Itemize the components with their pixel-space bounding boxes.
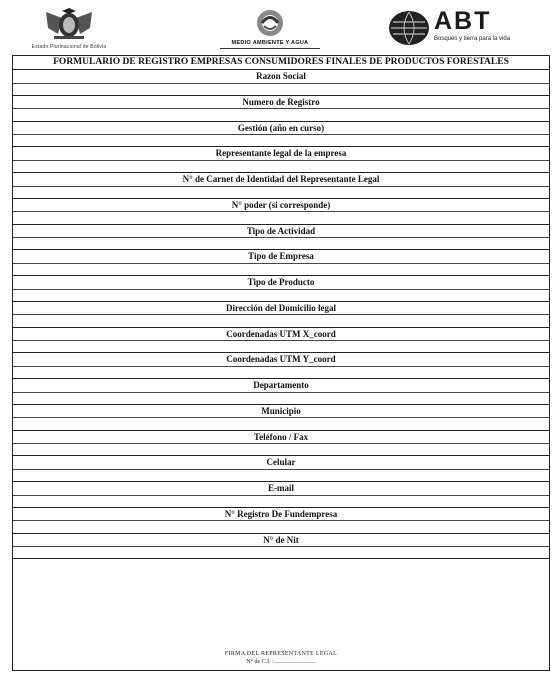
page-header: [0, 0, 560, 56]
field-label: Coordenadas UTM Y_coord: [13, 353, 549, 367]
bolivia-coat-of-arms-icon: [40, 8, 98, 42]
field-poder[interactable]: [13, 199, 549, 225]
field-blank[interactable]: [13, 135, 549, 147]
field-label: Numero de Registro: [13, 96, 549, 110]
field-email[interactable]: [13, 482, 549, 508]
ministry-emblem-icon: [255, 8, 285, 38]
signature-ci-line: N° de C.I. :............................: [246, 659, 316, 666]
field-fundempresa[interactable]: [13, 508, 549, 534]
field-representante-legal[interactable]: [13, 147, 549, 173]
field-blank[interactable]: [13, 290, 549, 302]
field-label: N° poder (si corresponde): [13, 199, 549, 213]
field-blank[interactable]: [13, 187, 549, 199]
registration-form: [12, 55, 550, 671]
form-title: FORMULARIO DE REGISTRO EMPRESAS CONSUMIDORES FINALES DE PRODUCTOS FORESTALES: [13, 56, 549, 70]
bolivia-logo: [14, 8, 124, 52]
abt-tagline: Bosques y tierra para la vida: [434, 36, 511, 42]
field-label: Tipo de Empresa: [13, 250, 549, 264]
field-blank[interactable]: [13, 547, 549, 559]
field-label: Departamento: [13, 379, 549, 393]
field-blank[interactable]: [13, 238, 549, 250]
field-blank[interactable]: [13, 418, 549, 430]
field-label: Razon Social: [13, 70, 549, 84]
field-razon-social[interactable]: [13, 70, 549, 96]
field-tipo-producto[interactable]: [13, 276, 549, 302]
field-blank[interactable]: [13, 161, 549, 173]
field-label: Teléfono / Fax: [13, 431, 549, 445]
field-blank[interactable]: [13, 393, 549, 405]
field-telefono-fax[interactable]: [13, 431, 549, 457]
field-tipo-empresa[interactable]: [13, 250, 549, 276]
field-label: Celular: [13, 456, 549, 470]
signature-label: FIRMA DEL REPRESENTANTE LEGAL: [224, 651, 338, 658]
field-blank[interactable]: [13, 212, 549, 224]
field-label: E-mail: [13, 482, 549, 496]
field-municipio[interactable]: [13, 405, 549, 431]
field-label: Gestión (año en curso): [13, 122, 549, 136]
field-celular[interactable]: [13, 456, 549, 482]
field-blank[interactable]: [13, 444, 549, 456]
field-utm-x[interactable]: [13, 328, 549, 354]
field-label: N° de Nit: [13, 534, 549, 548]
field-numero-registro[interactable]: [13, 96, 549, 122]
abt-name: ABT: [434, 7, 492, 35]
abt-logo: [388, 7, 538, 52]
field-carnet-identidad[interactable]: [13, 173, 549, 199]
field-label: Municipio: [13, 405, 549, 419]
field-gestion[interactable]: [13, 122, 549, 148]
field-nit[interactable]: [13, 534, 549, 560]
field-tipo-actividad[interactable]: [13, 225, 549, 251]
field-domicilio-legal[interactable]: [13, 302, 549, 328]
ministry-logo: [210, 8, 330, 54]
field-blank[interactable]: [13, 367, 549, 379]
field-label: Tipo de Actividad: [13, 225, 549, 239]
field-utm-y[interactable]: [13, 353, 549, 379]
signature-box[interactable]: [13, 559, 549, 700]
field-blank[interactable]: [13, 341, 549, 353]
ministry-caption: MEDIO AMBIENTE Y AGUA: [231, 40, 309, 46]
field-blank[interactable]: [13, 470, 549, 482]
field-label: N° de Carnet de Identidad del Representante Legal: [13, 173, 549, 187]
field-blank[interactable]: [13, 109, 549, 121]
field-blank[interactable]: [13, 264, 549, 276]
bolivia-caption: Estado Plurinacional de Bolivia: [31, 44, 107, 50]
field-blank[interactable]: [13, 315, 549, 327]
ministry-caption-rule: [220, 48, 320, 49]
field-label: Representante legal de la empresa: [13, 147, 549, 161]
field-blank[interactable]: [13, 496, 549, 508]
field-label: N° Registro De Fundempresa: [13, 508, 549, 522]
field-blank[interactable]: [13, 84, 549, 96]
abt-globe-icon: [388, 10, 430, 46]
field-label: Dirección del Domicilio legal: [13, 302, 549, 316]
field-label: Tipo de Producto: [13, 276, 549, 290]
field-label: Coordenadas UTM X_coord: [13, 328, 549, 342]
field-blank[interactable]: [13, 521, 549, 533]
field-departamento[interactable]: [13, 379, 549, 405]
